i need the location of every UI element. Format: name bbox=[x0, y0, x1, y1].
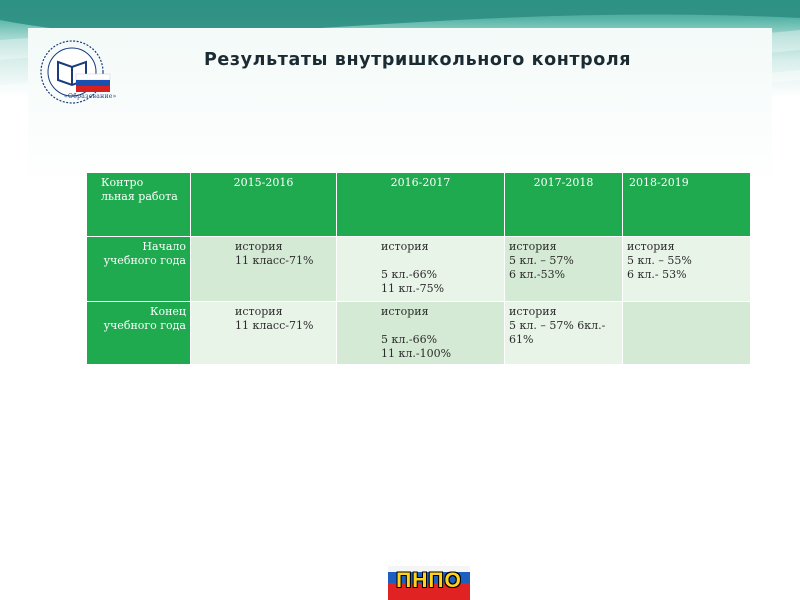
header-year-2016: 2016-2017 bbox=[337, 173, 505, 237]
header-year-2017: 2017-2018 bbox=[505, 173, 623, 237]
table-row bbox=[87, 302, 751, 365]
table-cell: история 5 кл. – 57% 6 кл.-53% bbox=[505, 237, 623, 302]
header-year-2015: 2015-2016 bbox=[191, 173, 337, 237]
row-label-line2: учебного года bbox=[103, 254, 186, 267]
header-label-cell bbox=[87, 173, 191, 237]
table-cell: история 11 класс-71% bbox=[191, 237, 337, 302]
results-table bbox=[86, 172, 751, 365]
table-cell bbox=[623, 302, 751, 365]
table-cell: история 5 кл. – 55% 6 кл.- 53% bbox=[623, 237, 751, 302]
pnpo-badge-text: ПНПО bbox=[396, 569, 462, 592]
logo-caption: «Образование» bbox=[64, 93, 117, 100]
table-row bbox=[87, 237, 751, 302]
page-title: Результаты внутришкольного контроля bbox=[204, 50, 632, 70]
table-header-row bbox=[87, 173, 751, 237]
table-cell: история 5 кл.-66% 11 кл.-100% bbox=[337, 302, 505, 365]
table-cell: история 5 кл. – 57% 6кл.- 61% bbox=[505, 302, 623, 365]
row-label-line2: учебного года bbox=[103, 319, 186, 332]
row-label-line1: Конец bbox=[149, 305, 186, 318]
row-label-start bbox=[87, 237, 191, 302]
row-label-end bbox=[87, 302, 191, 365]
header-label-line1: Контро bbox=[101, 176, 144, 189]
pnpo-badge bbox=[388, 566, 470, 600]
table-cell: история 11 класс-71% bbox=[191, 302, 337, 365]
table-cell: история 5 кл.-66% 11 кл.-75% bbox=[337, 237, 505, 302]
row-label-line1: Начало bbox=[142, 240, 186, 253]
header-year-2018: 2018-2019 bbox=[623, 173, 751, 237]
header-label-line2: льная работа bbox=[101, 190, 178, 203]
